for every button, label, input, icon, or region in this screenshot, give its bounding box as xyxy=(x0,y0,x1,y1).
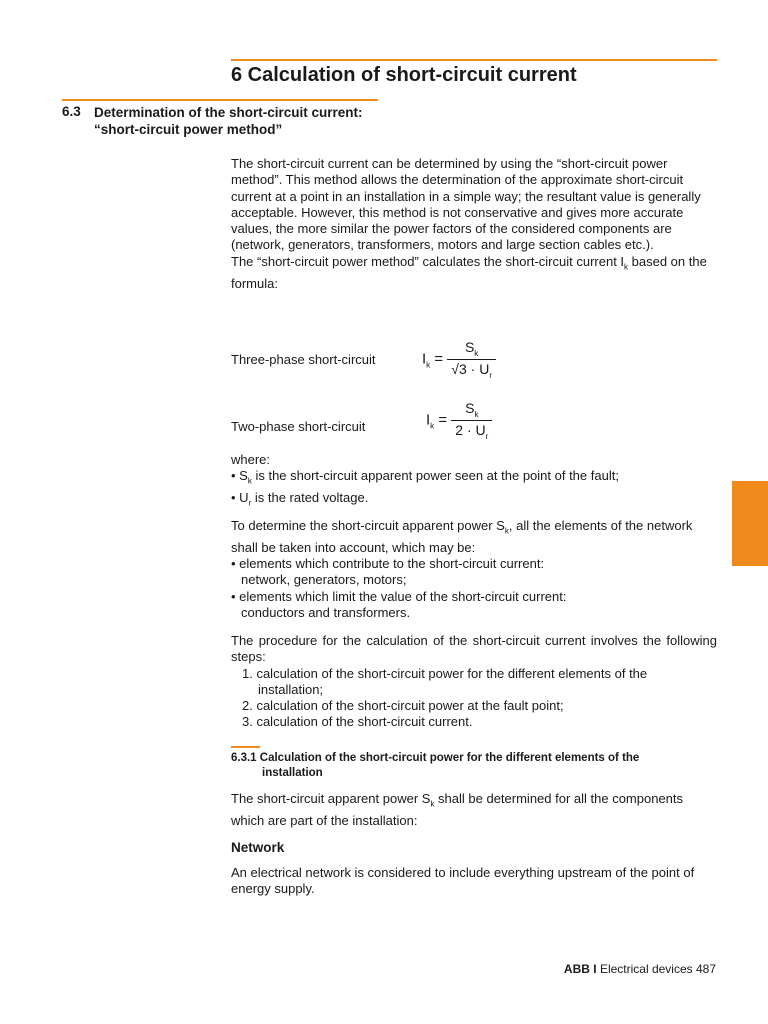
elements-intro-tail: , all the elements of the network shall be taken into account, which may be: xyxy=(231,518,693,555)
sk-symbol: S xyxy=(465,400,475,416)
ik-sub: k xyxy=(426,360,431,370)
elements-bullet-contribute-detail: network, generators, motors; xyxy=(241,572,407,588)
footer-brand: ABB xyxy=(563,962,590,976)
footer-separator: I xyxy=(593,962,597,976)
three-phase-label: Three-phase short-circuit xyxy=(231,352,376,367)
intro-lead-tail: based on the formula: xyxy=(231,253,707,291)
equals-sign: = xyxy=(438,411,448,429)
where-item-ur-sub: r xyxy=(248,498,252,508)
chapter-rule xyxy=(231,59,717,61)
where-item-sk xyxy=(231,468,717,490)
fraction-numerator xyxy=(461,400,482,420)
subsection-heading xyxy=(231,751,711,781)
subsection-title-text: Calculation of the short-circuit power for the different elements of the xyxy=(259,752,640,764)
section-title: Determination of the short-circuit current: “short-circuit power method” xyxy=(94,105,363,137)
chapter-title: 6 Calculation of short-circuit current xyxy=(231,64,577,86)
procedure-block xyxy=(231,633,717,731)
two-phase-label: Two-phase short-circuit xyxy=(231,419,366,434)
network-heading: Network xyxy=(231,840,285,855)
where-item-ur xyxy=(231,490,717,512)
page-footer xyxy=(564,962,716,976)
three-phase-fraction xyxy=(447,339,496,380)
section-number: 6.3 xyxy=(62,104,81,119)
three-phase-formula xyxy=(422,339,496,380)
fraction-numerator xyxy=(461,339,482,359)
subsection-title-line1 xyxy=(231,751,711,766)
procedure-step: 2. calculation of the short-circuit power at the fault point; xyxy=(242,698,564,714)
elements-bullet-limit-detail: conductors and transformers. xyxy=(241,605,411,621)
network-text: An electrical network is considered to include everything upstream of the point of energy supply. xyxy=(231,865,695,897)
where-item-sk-text: is the short-circuit apparent power seen at the point of the fault; xyxy=(251,468,619,484)
subsection-paragraph-text: The short-circuit apparent power S xyxy=(231,791,431,806)
two-phase-fraction xyxy=(451,400,492,441)
ik-symbol: I xyxy=(426,411,431,429)
where-item-sk-sub: k xyxy=(247,476,252,486)
elements-bullet-contribute: • elements which contribute to the short-circuit current: xyxy=(231,556,545,572)
where-item-ur-symbol: • U xyxy=(231,490,249,506)
subsection-paragraph-tail: shall be determined for all the components which are part of the installation: xyxy=(231,791,684,828)
two-phase-formula xyxy=(426,400,492,441)
elements-intro-text: To determine the short-circuit apparent power S xyxy=(231,518,505,533)
elements-block xyxy=(231,518,717,621)
sk-sub: k xyxy=(474,409,479,419)
intro-paragraph xyxy=(231,156,717,292)
subsection-title-line2: installation xyxy=(262,767,323,779)
fraction-denominator xyxy=(451,420,492,441)
elements-intro xyxy=(231,518,717,556)
ik-symbol: I xyxy=(422,350,427,368)
where-item-ur-text: is the rated voltage. xyxy=(251,490,369,506)
intro-formula-lead xyxy=(231,254,717,292)
equals-sign: = xyxy=(434,350,444,368)
procedure-intro: The procedure for the calculation of the short-circuit current involves the following steps: xyxy=(231,633,717,665)
where-block xyxy=(231,452,717,512)
sk-sub: k xyxy=(474,348,479,358)
den-text: 3 · U xyxy=(458,360,490,377)
subsection-paragraph-sub: k xyxy=(430,799,435,809)
sqrt-symbol: √ xyxy=(451,360,459,377)
chapter-side-tab xyxy=(732,481,768,566)
sk-symbol: S xyxy=(464,339,475,355)
footer-text: Electrical devices 487 xyxy=(599,962,716,976)
den-text: 2 · U xyxy=(455,421,486,438)
intro-lead-sub: k xyxy=(624,262,629,272)
fraction-denominator xyxy=(447,359,496,380)
subsection-number: 6.3.1 xyxy=(231,752,257,764)
section-rule xyxy=(62,99,378,101)
procedure-step: installation; xyxy=(258,681,324,697)
elements-intro-sub: k xyxy=(504,526,509,536)
procedure-step: 1. calculation of the short-circuit power for the different elements of the xyxy=(242,665,648,681)
subsection-paragraph xyxy=(231,791,717,829)
where-label: where: xyxy=(231,452,271,467)
intro-lead-text: The “short-circuit power method” calculates the short-circuit current I xyxy=(231,253,625,269)
subsection-rule xyxy=(231,746,260,748)
procedure-step: 3. calculation of the short-circuit current. xyxy=(242,714,473,730)
intro-text: The short-circuit current can be determined by using the “short-circuit power method”. This method allows the determination of the approximate short-circuit current at a point in an installation in a simple way; the resultant value is generally acceptable. However, this method is not conservative and gives more accurate values, the more similar the power factors of the considered components are (network, generators, transformers, motors and large section cables etc.). xyxy=(231,156,701,253)
ur-sub: r xyxy=(485,431,489,441)
ik-sub: k xyxy=(430,421,435,431)
where-item-sk-symbol: • S xyxy=(231,468,248,484)
elements-bullet-limit: • elements which limit the value of the short-circuit current: xyxy=(231,588,567,604)
ur-sub: r xyxy=(489,370,492,380)
